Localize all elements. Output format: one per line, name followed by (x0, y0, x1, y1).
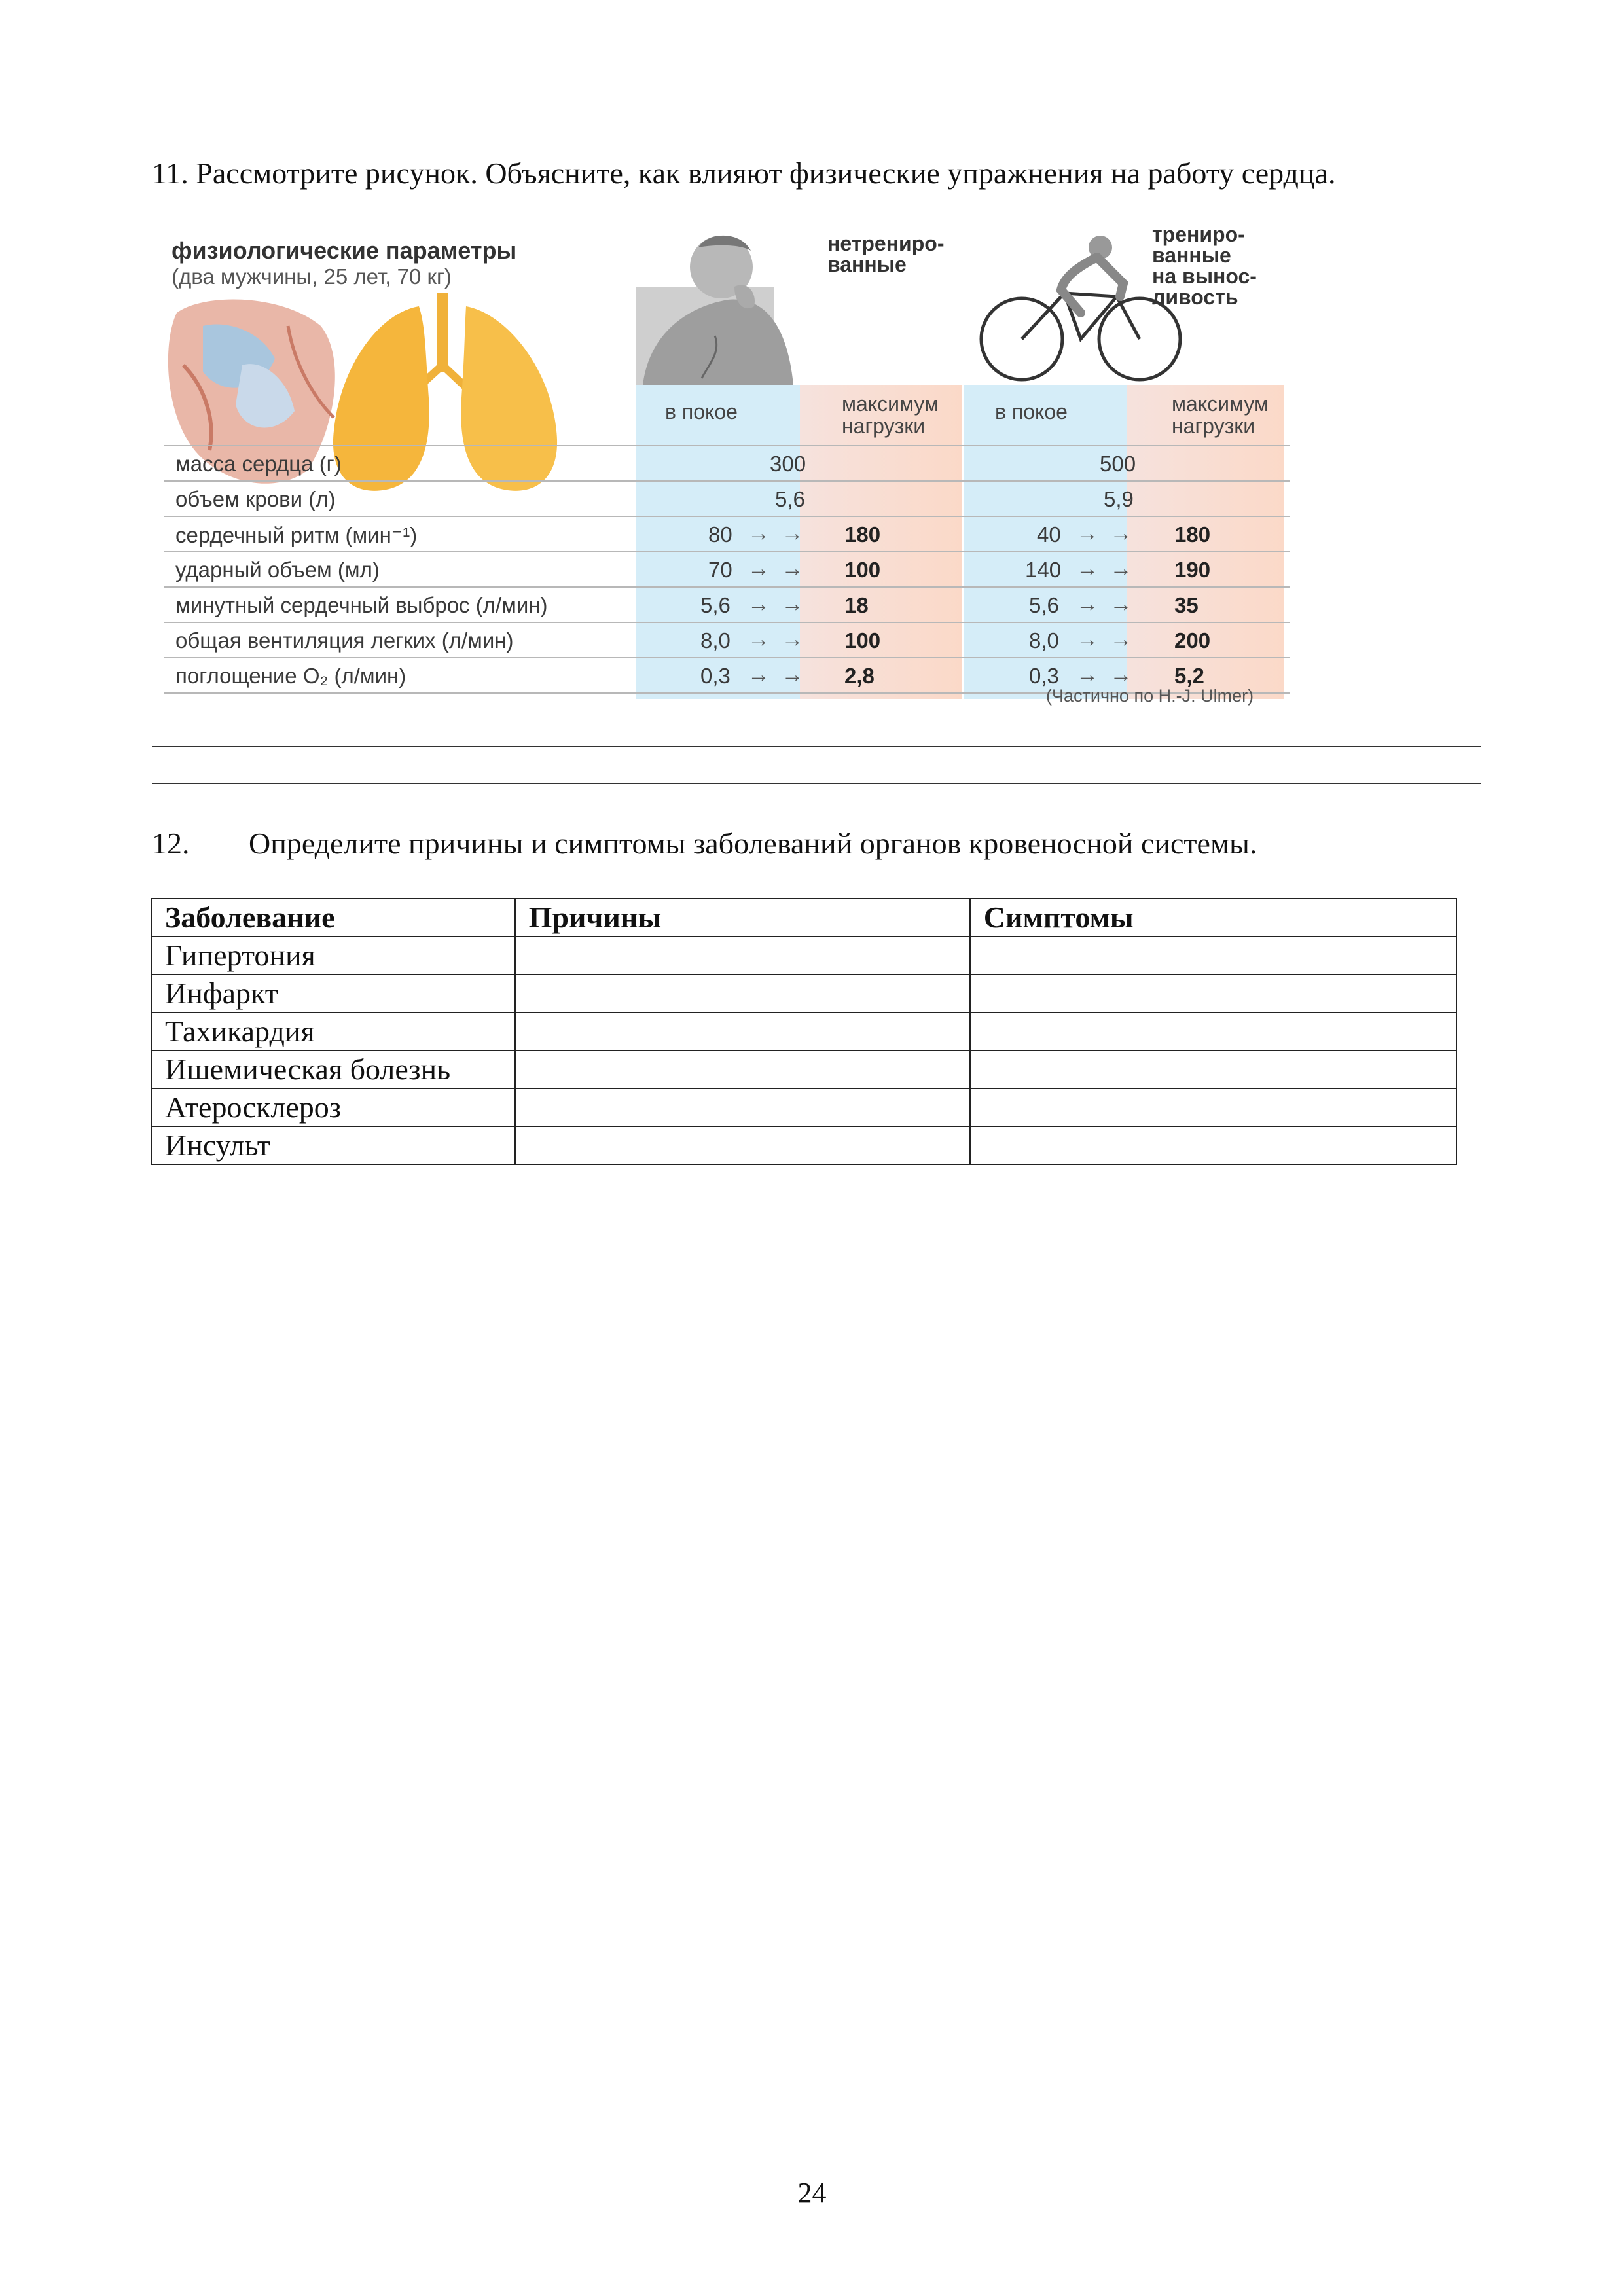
causes-cell[interactable] (515, 1050, 970, 1088)
trained-group-label: трениро- ванные на вынос- ливость (1152, 223, 1257, 309)
disease-name: Ишемическая болезнь (151, 1050, 515, 1088)
answer-line (152, 783, 1481, 784)
physiology-figure (164, 221, 1316, 719)
disease-name: Гипертония (151, 937, 515, 975)
causes-cell[interactable] (515, 1126, 970, 1164)
causes-cell[interactable] (515, 1088, 970, 1126)
param-row: минутный сердечный выброс (л/мин) 5,6 → → 18 5,6 → → 35 (164, 586, 1290, 622)
figure-title: физиологические параметры (171, 237, 517, 264)
table-row (151, 1013, 1456, 1050)
col-header-trained-rest: в покое (995, 400, 1068, 423)
symptoms-cell[interactable] (970, 937, 1456, 975)
disease-name: Тахикардия (151, 1013, 515, 1050)
disease-name: Инсульт (151, 1126, 515, 1164)
question-11: 11. Рассмотрите рисунок. Объясните, как влияют физические упражнения на работу сердца. (152, 156, 1336, 190)
answer-line (152, 746, 1481, 747)
header-symptoms: Симптомы (970, 899, 1456, 937)
param-row: поглощение O₂ (л/мин) 0,3 → → 2,8 0,3 → → 5,2 (164, 657, 1290, 694)
parameter-rows (164, 445, 1290, 694)
figure-subtitle: (два мужчины, 25 лет, 70 кг) (171, 264, 452, 289)
causes-cell[interactable] (515, 1013, 970, 1050)
symptoms-cell[interactable] (970, 1088, 1456, 1126)
disease-name: Инфаркт (151, 975, 515, 1013)
table-row (151, 1088, 1456, 1126)
symptoms-cell[interactable] (970, 1126, 1456, 1164)
symptoms-cell[interactable] (970, 975, 1456, 1013)
question-12-text: Определите причины и симптомы заболеваний органов кровеносной системы. (249, 827, 1257, 860)
table-row (151, 937, 1456, 975)
causes-cell[interactable] (515, 975, 970, 1013)
header-causes: Причины (515, 899, 970, 937)
untrained-group-label: нетрениро- ванные (827, 232, 945, 276)
disease-name: Атеросклероз (151, 1088, 515, 1126)
figure-credit: (Частично по H.-J. Ulmer) (1046, 686, 1254, 706)
symptoms-cell[interactable] (970, 1013, 1456, 1050)
param-row: общая вентиляция легких (л/мин) 8,0 → → 100 8,0 → → 200 (164, 622, 1290, 657)
table-row (151, 1126, 1456, 1164)
param-row: масса сердца (г) 300 500 (164, 445, 1290, 480)
table-header-row (151, 899, 1456, 937)
diseases-table (151, 898, 1457, 1165)
symptoms-cell[interactable] (970, 1050, 1456, 1088)
header-disease: Заболевание (151, 899, 515, 937)
table-row (151, 975, 1456, 1013)
table-row (151, 1050, 1456, 1088)
param-row: объем крови (л) 5,6 5,9 (164, 480, 1290, 516)
param-row: ударный объем (мл) 70 → → 100 140 → → 190 (164, 551, 1290, 586)
question-12-number: 12. (152, 827, 190, 860)
page-number: 24 (797, 2177, 827, 2209)
col-header-trained-max: максимум нагрузки (1172, 392, 1269, 438)
col-header-untrained-rest: в покое (665, 400, 738, 423)
question-12 (152, 826, 1257, 861)
param-row: сердечный ритм (мин⁻¹) 80 → → 180 40 → → 180 (164, 516, 1290, 551)
causes-cell[interactable] (515, 937, 970, 975)
col-header-untrained-max: максимум нагрузки (842, 392, 939, 438)
